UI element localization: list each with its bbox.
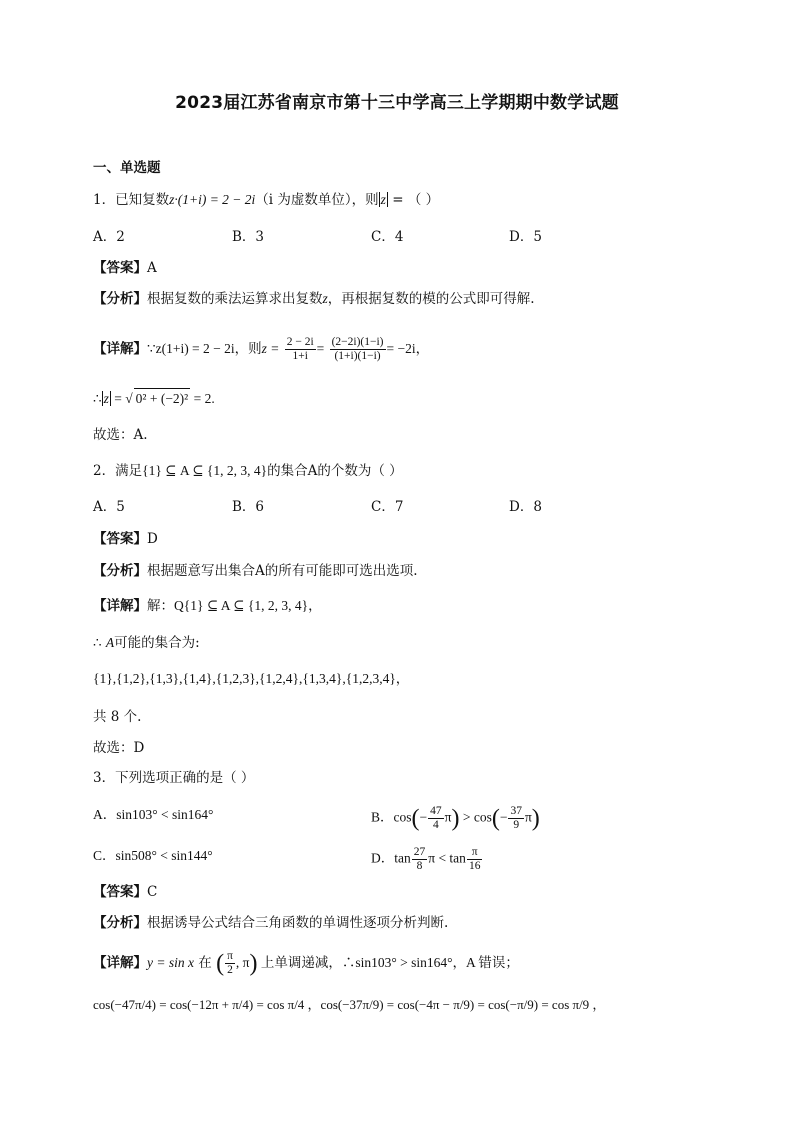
- analysis-label: 【分析】: [93, 915, 147, 931]
- q1-detail-a: ∵z(1+i) = 2 − 2i: [147, 341, 235, 356]
- q1-analysis-b: ，再根据复数的模的公式即可得解.: [327, 291, 535, 307]
- q1-detail-b: ，则: [234, 341, 262, 357]
- q3-option-d: D．tan $\frac{27}{8}$ π < tan $\frac{\pi}{16}$: [371, 846, 481, 872]
- q1-analysis-a: 根据复数的乘法运算求出复数: [147, 291, 323, 307]
- q3-option-c: C．sin508° < sin144°: [93, 848, 213, 863]
- q3-d-frac-1: $\frac{27}{8}$: [413, 846, 426, 872]
- q1-choose: 故选：A.: [93, 427, 148, 443]
- q1-analysis-z: z: [322, 291, 328, 306]
- q2-stem: [93, 461, 403, 481]
- q2-option-b: B．6: [232, 499, 265, 515]
- q1-modulus: ∴ z = √ 0² + (−2)² = 2.: [93, 388, 215, 409]
- q2-line2: [93, 633, 200, 653]
- q3-detail-a: y = sin x: [147, 955, 194, 970]
- q2-detail-a: 解：: [147, 598, 174, 614]
- q1-detail-c: = −2i，: [386, 341, 430, 356]
- detail-label: 【详解】: [93, 955, 147, 971]
- q1-detail-z: z =: [261, 341, 280, 356]
- q1-answer: [93, 258, 157, 278]
- q1-stem-suffix: = （ ）: [387, 192, 440, 208]
- q1-answer-value: A: [147, 260, 157, 276]
- q1-option-d: D．5: [509, 229, 542, 245]
- q2-choose: 故选：D: [93, 740, 145, 756]
- q1-stem-mid: （i 为虚数单位），则: [255, 192, 379, 208]
- q2-option-d: D．8: [509, 499, 542, 515]
- q1-detail: [93, 336, 429, 363]
- q3-interval-frac: $\frac{\pi}{2}$: [227, 950, 233, 976]
- q2-stem-a: 2．满足: [93, 463, 143, 479]
- q2-line2-a: ∴: [93, 635, 106, 651]
- q1-option-c: C．4: [371, 229, 404, 245]
- q2-line2-A: A: [105, 635, 115, 650]
- q2-total: 共 8 个.: [93, 709, 142, 725]
- q3-b-frac-2: $\frac{37}{9}$: [510, 805, 522, 831]
- q1-option-a: A．2: [93, 229, 125, 245]
- q2-detail-math: Q{1} ⊆ A ⊆ {1, 2, 3, 4}: [174, 598, 309, 613]
- q2-answer: [93, 529, 158, 549]
- q3-analysis-text: 根据诱导公式结合三角函数的单调性逐项分析判断.: [147, 915, 449, 931]
- q3-last-line: cos(−47π/4) = cos(−12π + π/4) = cos π/4 ，cos(−37π/9) = cos(−4π − π/9) = cos(−π/9) = cos π/9 ，: [93, 997, 606, 1012]
- page-title: 2023届江苏省南京市第十三中学高三上学期期中数学试题: [175, 93, 619, 113]
- q2-option-a: A．5: [93, 499, 125, 515]
- q3-option-a: A．sin103° < sin164°: [93, 807, 214, 822]
- q3-detail: 【详解】y = sin x 在 ( $\frac{\pi}{2}$ , π) 上单调递减，∴sin103° > sin164°，A 错误；: [93, 950, 519, 977]
- q2-option-c: C．7: [371, 499, 404, 515]
- q1-equals: =: [316, 341, 325, 356]
- q1-stem: [93, 190, 439, 210]
- q1-stem-abs: z: [380, 192, 386, 207]
- q1-fraction-2: $\frac{(2-2i)(1-i)}{(1+i)(1-i)}$: [331, 336, 384, 362]
- q3-d-frac-2: $\frac{\pi}{16}$: [468, 846, 481, 872]
- q3-stem: 3．下列选项正确的是（ ）: [93, 770, 255, 786]
- q2-answer-value: D: [147, 531, 158, 547]
- q2-detail-b: ，: [308, 598, 322, 614]
- q3-b-frac-1: $\frac{47}{4}$: [430, 805, 442, 831]
- q3-detail-c: 上单调递减，∴sin103° > sin164°，A 错误；: [257, 955, 519, 970]
- q1-mod-prefix: ∴: [93, 391, 102, 407]
- answer-label: 【答案】: [93, 884, 147, 900]
- q1-mod-z: z: [103, 391, 109, 406]
- q2-stem-math: {1} ⊆ A ⊆ {1, 2, 3, 4}: [142, 463, 268, 478]
- answer-label: 【答案】: [93, 531, 147, 547]
- q3-option-b: B．cos(− $\frac{47}{4}$ π) > cos(− $\frac{37}{9}$ π): [371, 805, 540, 832]
- q1-fraction-1: $\frac{2 - 2i}{1+i}$: [286, 336, 314, 362]
- q2-analysis: [93, 561, 418, 581]
- detail-label: 【详解】: [93, 598, 147, 614]
- analysis-label: 【分析】: [93, 563, 147, 579]
- q2-sets: {1},{1,2},{1,3},{1,4},{1,2,3},{1,2,4},{1,3,4},{1,2,3,4}，: [93, 671, 410, 686]
- detail-label: 【详解】: [93, 341, 147, 357]
- q3-answer-value: C: [147, 884, 158, 900]
- q2-detail: [93, 596, 322, 616]
- q1-mod-sqrt: 0² + (−2)²: [134, 388, 191, 409]
- answer-label: 【答案】: [93, 260, 147, 276]
- q1-option-b: B．3: [232, 229, 265, 245]
- q1-mod-eq: =: [110, 391, 126, 406]
- q1-mod-result: = 2.: [190, 391, 215, 406]
- q3-detail-b: 在: [193, 955, 217, 971]
- q2-line2-b: 可能的集合为:: [114, 635, 200, 651]
- q2-analysis-text: 根据题意写出集合A的所有可能即可选出选项.: [147, 563, 418, 579]
- q1-stem-math: z·(1+i) = 2 − 2i: [169, 192, 256, 207]
- q3-answer: [93, 882, 157, 902]
- q1-stem-prefix: 1．已知复数: [93, 192, 170, 208]
- analysis-label: 【分析】: [93, 291, 147, 307]
- section-heading: 一、单选题: [93, 160, 161, 176]
- q3-analysis: [93, 913, 448, 933]
- q1-analysis: [93, 289, 535, 309]
- q2-stem-b: 的集合A的个数为（ ）: [267, 463, 403, 479]
